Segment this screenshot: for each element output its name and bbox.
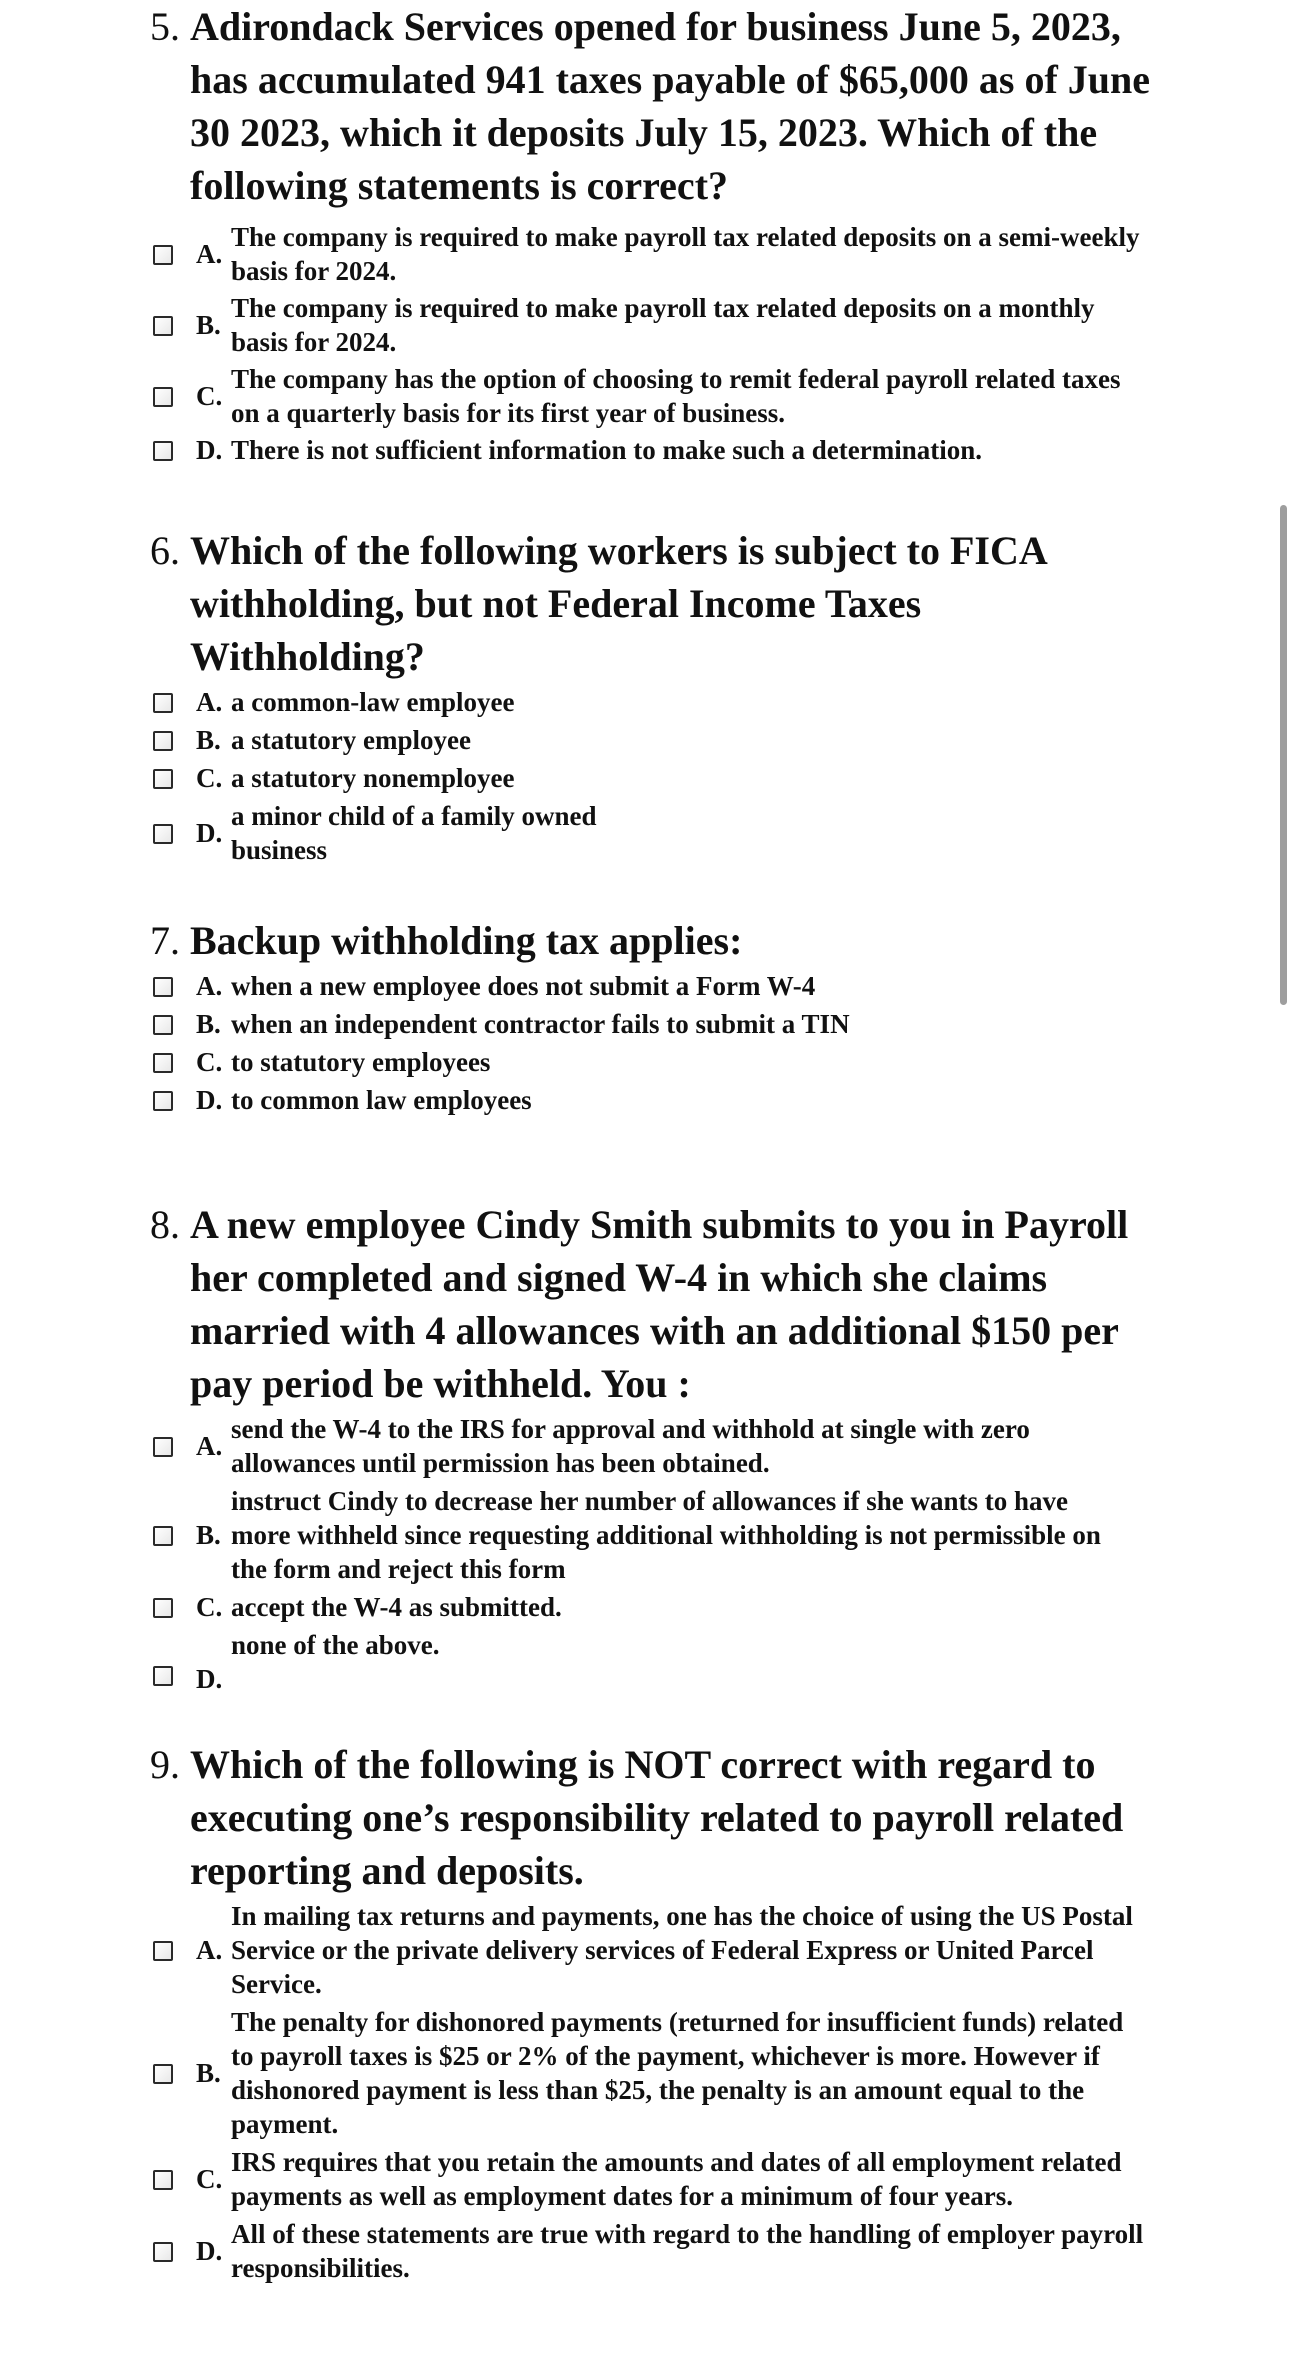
option-text: when an independent contractor fails to submit a TIN (231, 1009, 850, 1039)
option-c[interactable] (150, 2145, 1150, 2213)
option-letter: A. (196, 687, 223, 717)
option-a[interactable] (150, 969, 1150, 1003)
checkbox[interactable] (153, 1091, 173, 1111)
option-text: to common law employees (231, 1085, 532, 1115)
option-text: In mailing tax returns and payments, one has the choice of using the US Postal Service or the private delivery services of Federal Express or United Parcel Service. (231, 1901, 1133, 1999)
checkbox[interactable] (153, 1526, 173, 1546)
option-letter: D. (196, 818, 223, 848)
checkbox[interactable] (153, 769, 173, 789)
checkbox[interactable] (153, 977, 173, 997)
checkbox[interactable] (153, 387, 173, 407)
checkbox[interactable] (153, 731, 173, 751)
option-a[interactable] (150, 1899, 1150, 2001)
option-b[interactable] (150, 1007, 1150, 1041)
option-text: The penalty for dishonored payments (returned for insufficient funds) related to payroll taxes is $25 or 2% of the payment, whichever is more. However if dishonored payment is less than $25, the penalty is an amount equal to the payment. (231, 2007, 1124, 2139)
option-text: IRS requires that you retain the amounts and dates of all employment related payments as well as employment dates for a minimum of four years. (231, 2147, 1122, 2211)
option-text: a statutory nonemployee (231, 763, 515, 793)
option-d[interactable] (150, 1628, 1150, 1696)
option-text: The company has the option of choosing to remit federal payroll related taxes on a quarterly basis for its first year of business. (231, 364, 1121, 428)
checkbox[interactable] (153, 245, 173, 265)
option-letter: C. (196, 1592, 223, 1622)
question-header (150, 0, 1150, 212)
checkbox[interactable] (153, 1598, 173, 1618)
option-text: All of these statements are true with regard to the handling of employer payroll responsibilities. (231, 2219, 1144, 2283)
option-letter: C. (196, 381, 223, 411)
checkbox[interactable] (153, 1053, 173, 1073)
option-letter: B. (196, 310, 221, 340)
option-letter: A. (196, 1431, 223, 1461)
question-text: Backup withholding tax applies: (190, 918, 743, 963)
option-text: a minor child of a family owned business (231, 801, 597, 865)
question-number: 5. (150, 4, 180, 49)
option-text: instruct Cindy to decrease her number of allowances if she wants to have more withheld since requesting additional withholding is not permissible on the form and reject this form (231, 1486, 1101, 1584)
option-d[interactable] (150, 433, 1150, 467)
question-7 (150, 914, 1150, 1117)
option-text: The company is required to make payroll tax related deposits on a semi-weekly basis for 2024. (231, 222, 1140, 286)
option-letter: C. (196, 1047, 223, 1077)
checkbox[interactable] (153, 824, 173, 844)
checkbox[interactable] (153, 693, 173, 713)
option-d[interactable] (150, 1083, 1150, 1117)
checkbox[interactable] (153, 1015, 173, 1035)
option-letter: D. (196, 1664, 223, 1694)
option-text: none of the above. (231, 1630, 440, 1660)
option-letter: B. (196, 1520, 221, 1550)
checkbox[interactable] (153, 2170, 173, 2190)
checkbox[interactable] (153, 2064, 173, 2084)
option-letter: B. (196, 2058, 221, 2088)
option-letter: B. (196, 725, 221, 755)
option-b[interactable] (150, 1484, 1150, 1586)
option-b[interactable] (150, 723, 1150, 757)
option-text: send the W-4 to the IRS for approval and withhold at single with zero allowances until permission has been obtained. (231, 1414, 1030, 1478)
question-text: Adirondack Services opened for business June 5, 2023, has accumulated 941 taxes payable of $65,000 as of June 30 2023, which it deposits July 15, 2023. Which of the following statements is correct? (190, 4, 1151, 208)
checkbox[interactable] (153, 1437, 173, 1457)
option-text: when a new employee does not submit a Form W-4 (231, 971, 816, 1001)
question-number: 6. (150, 528, 180, 573)
question-8 (150, 1198, 1150, 1696)
option-letter: B. (196, 1009, 221, 1039)
option-a[interactable] (150, 685, 1150, 719)
option-c[interactable] (150, 1045, 1150, 1079)
question-header (150, 1198, 1150, 1410)
option-letter: A. (196, 1935, 223, 1965)
option-b[interactable] (150, 2005, 1150, 2141)
checkbox[interactable] (153, 2242, 173, 2262)
option-d[interactable] (150, 799, 1150, 867)
option-a[interactable] (150, 220, 1150, 288)
option-c[interactable] (150, 362, 1150, 430)
question-9 (150, 1738, 1150, 2285)
question-header (150, 1738, 1150, 1897)
option-letter: D. (196, 2236, 223, 2266)
option-text: a common-law employee (231, 687, 515, 717)
option-text: accept the W-4 as submitted. (231, 1592, 562, 1622)
checkbox[interactable] (153, 1941, 173, 1961)
option-text: a statutory employee (231, 725, 471, 755)
checkbox[interactable] (153, 316, 173, 336)
option-c[interactable] (150, 761, 1150, 795)
option-letter: A. (196, 239, 223, 269)
question-number: 8. (150, 1202, 180, 1247)
option-letter: C. (196, 2164, 223, 2194)
option-letter: C. (196, 763, 223, 793)
question-number: 7. (150, 918, 180, 963)
question-text: A new employee Cindy Smith submits to you in Payroll her completed and signed W-4 in which she claims married with 4 allowances with an additional $150 per pay period be withheld. You : (190, 1202, 1129, 1406)
vertical-scrollbar[interactable] (1280, 505, 1287, 1005)
option-d[interactable] (150, 2217, 1150, 2285)
question-number: 9. (150, 1742, 180, 1787)
option-text: The company is required to make payroll tax related deposits on a monthly basis for 2024. (231, 293, 1095, 357)
option-b[interactable] (150, 291, 1150, 359)
question-6 (150, 524, 1150, 867)
question-text: Which of the following workers is subject to FICA withholding, but not Federal Income Taxes Withholding? (190, 528, 1046, 679)
question-text: Which of the following is NOT correct with regard to executing one’s responsibility related to payroll related reporting and deposits. (190, 1742, 1124, 1893)
option-a[interactable] (150, 1412, 1150, 1480)
option-letter: A. (196, 971, 223, 1001)
option-c[interactable] (150, 1590, 1150, 1624)
option-text: There is not sufficient information to make such a determination. (231, 435, 982, 465)
option-letter: D. (196, 1085, 223, 1115)
checkbox[interactable] (153, 441, 173, 461)
question-5 (150, 0, 1150, 467)
option-letter: D. (196, 435, 223, 465)
question-header (150, 524, 1150, 683)
question-header (150, 914, 1150, 967)
option-text: to statutory employees (231, 1047, 491, 1077)
checkbox[interactable] (153, 1666, 173, 1686)
